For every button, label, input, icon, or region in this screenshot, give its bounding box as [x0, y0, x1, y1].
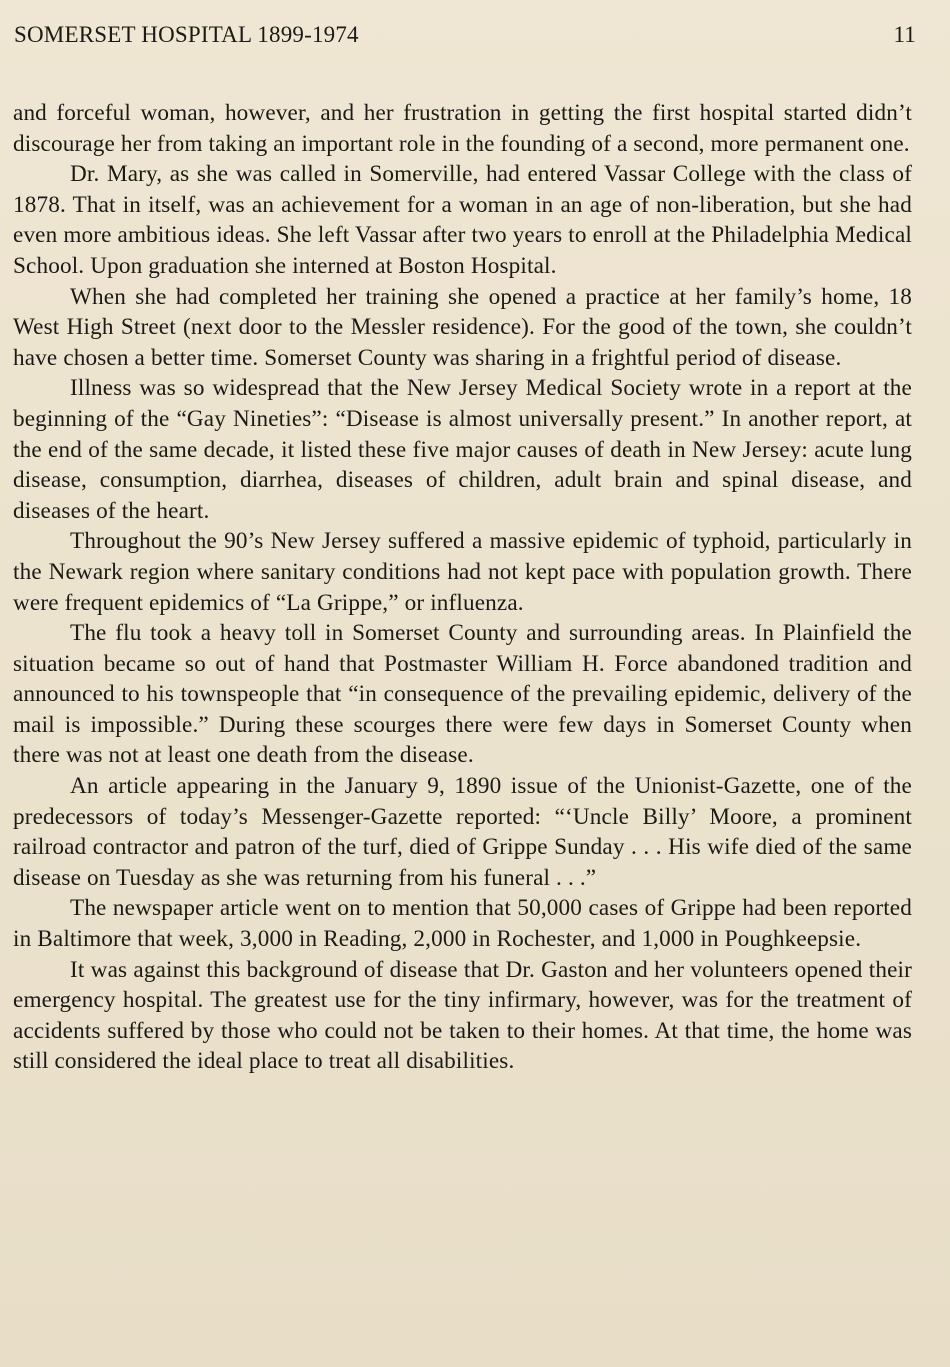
- paragraph-5: Throughout the 90’s New Jersey suffered a massive epidemic of typhoid, particularly in the Newark region where sanitary conditions had not kept pace with population growth. There were frequent epidemics of “La Grippe,” or influenza.: [13, 528, 912, 616]
- paragraph-9: It was against this background of disease that Dr. Gaston and her volunteers opened their emergency hospital. The greatest use for the tiny infirmary, however, was for the treatment of accidents suffered by those who could not be taken to their homes. At that time, the home was still considered the ideal place to treat all disabilities.: [13, 956, 912, 1075]
- running-title: SOMERSET HOSPITAL 1899-1974: [14, 22, 359, 47]
- paragraph-6: The flu took a heavy toll in Somerset County and surrounding areas. In Plainfield the situation became so out of hand that Postmaster William H. Force abandoned tradition and announced to his townspeople that “in consequence of the prevailing epidemic, delivery of the mail is impossible.” During these scourges there were few days in Somerset County when there was not at least one death from the disease.: [13, 620, 912, 769]
- running-header: [14, 20, 916, 50]
- paragraph-8: The newspaper article went on to mention that 50,000 cases of Grippe had been reported in Baltimore that week, 3,000 in Reading, 2,000 in Rochester, and 1,000 in Poughkeepsie.: [13, 895, 912, 953]
- paragraph-3: When she had completed her training she opened a practice at her family’s home, 18 West High Street (next door to the Messler residence). For the good of the town, she couldn’t have chosen a better time. Somerset County was sharing in a frightful period of disease.: [13, 283, 912, 371]
- paragraph-1: and forceful woman, however, and her frustration in getting the first hospital started didn’t discourage her from taking an important role in the founding of a second, more permanent one.: [13, 100, 912, 157]
- page-number: 11: [893, 22, 916, 47]
- paragraph-4: Illness was so widespread that the New Jersey Medical Society wrote in a report at the beginning of the “Gay Nineties”: “Disease is almost universally present.” In another report, at the end of the same decade, it listed these five major causes of death in New Jersey: acute lung disease, consumption, diarrhea, diseases of children, adult brain and spinal disease, and diseases of the heart.: [13, 375, 912, 524]
- paragraph-7: An article appearing in the January 9, 1890 issue of the Unionist-Gazette, one of the predecessors of today’s Messenger-Gazette reported: “‘Uncle Billy’ Moore, a prominent railroad contractor and patron of the turf, died of Grippe Sunday . . . His wife died of the same disease on Tuesday as she was returning from his funeral . . .”: [13, 773, 912, 891]
- paragraph-2: Dr. Mary, as she was called in Somerville, had entered Vassar College with the class of 1878. That in itself, was an achievement for a woman in an age of non-liberation, but she had even more ambitious ideas. She left Vassar after two years to enroll at the Philadelphia Medical School. Upon graduation she interned at Boston Hospital.: [13, 161, 912, 279]
- body-text: [13, 98, 912, 1077]
